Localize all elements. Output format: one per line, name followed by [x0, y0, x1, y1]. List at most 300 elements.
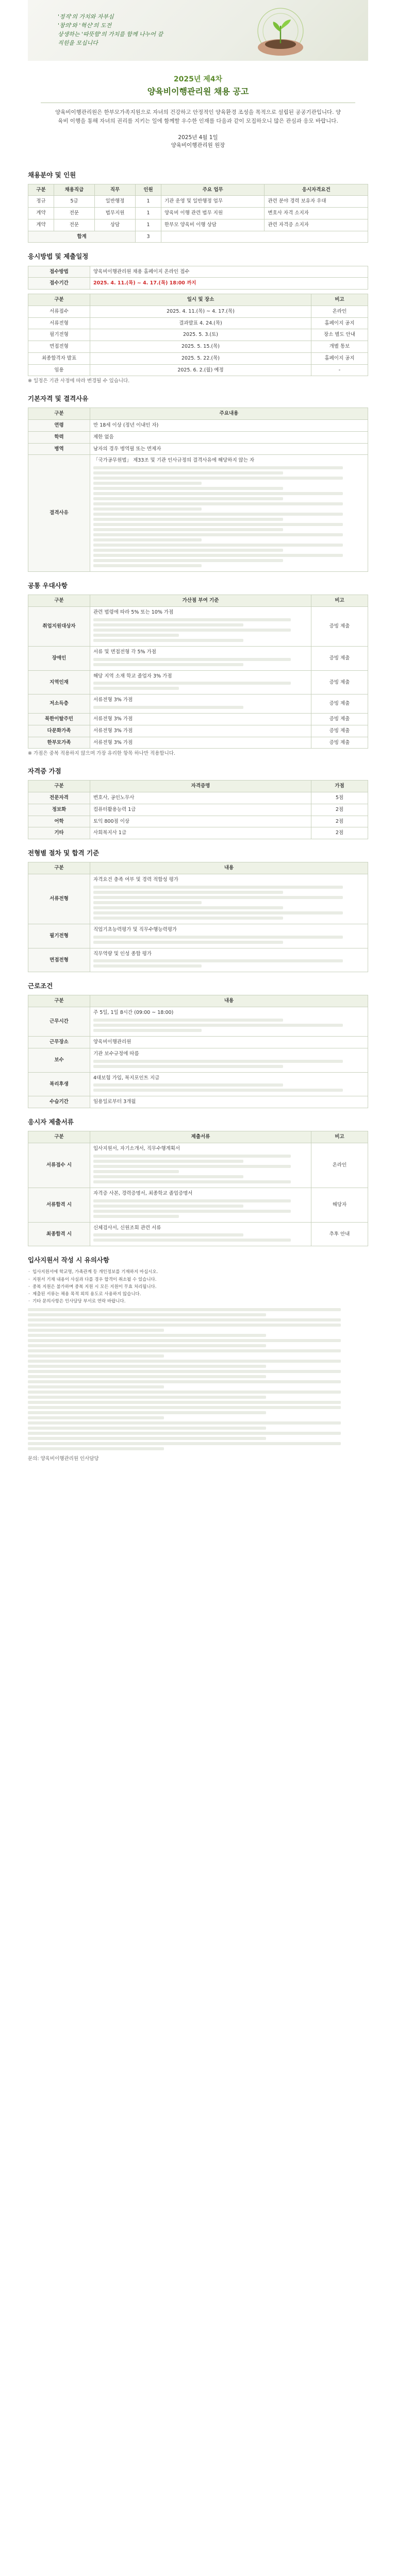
cell: 2025. 5. 22.(목) [90, 352, 311, 364]
col-header: 구분 [28, 294, 90, 306]
cell: 증빙 제출 [311, 607, 368, 647]
col-header: 비고 [311, 595, 368, 607]
table-row [28, 792, 368, 804]
cell: 최종합격 시 [28, 1222, 90, 1246]
faux-text-line [93, 706, 243, 709]
col-header: 주요 업무 [161, 184, 265, 196]
faux-paragraph [28, 1308, 368, 1450]
faux-text-line [28, 1391, 341, 1394]
section-certificates [28, 767, 368, 839]
cell: 서류전형 3% 가점 [90, 714, 311, 725]
cell: 근무시간 [28, 1007, 90, 1037]
cell: 임용 [28, 364, 90, 376]
cell: 2025. 6. 2.(월) 예정 [90, 364, 311, 376]
section-title: 전형별 절차 및 합격 기준 [28, 849, 100, 857]
cell: 보수 [28, 1048, 90, 1072]
faux-text-line [93, 554, 343, 557]
preferences-table [28, 595, 368, 749]
cell [90, 670, 311, 694]
cell: 증빙 제출 [311, 646, 368, 670]
precautions-list [28, 1269, 368, 1305]
faux-text-line [93, 523, 343, 526]
faux-text-line [93, 1089, 343, 1092]
faux-text-line [93, 959, 343, 962]
cell: 정규 [28, 196, 54, 208]
section-title: 자격증 가점 [28, 767, 61, 775]
cell [90, 1072, 368, 1096]
cell-text: 주 5일, 1일 8시간 (09:00 ~ 18:00) [93, 1010, 174, 1016]
cell: 만 18세 이상 (정년 이내인 자) [90, 420, 368, 432]
section-documents [28, 1117, 368, 1246]
faux-text-line [93, 1180, 291, 1183]
col-header: 직무 [94, 184, 135, 196]
faux-text-line [93, 682, 291, 685]
notice-date: 2025년 4월 1일 [178, 134, 218, 141]
col-header: 인원 [136, 184, 161, 196]
faux-text-line [28, 1308, 341, 1311]
notice-title: 양육비이행관리원 채용 공고 [147, 87, 249, 97]
faux-text-line [93, 658, 291, 661]
table-row [28, 219, 368, 231]
col-header: 제출서류 [90, 1131, 311, 1143]
cell: 컴퓨터활용능력 1급 [90, 804, 311, 816]
section-work-conditions [28, 981, 368, 1108]
col-header: 응시자격요건 [265, 184, 368, 196]
col-header: 구분 [28, 995, 90, 1007]
selection-table [28, 862, 368, 972]
faux-text-line [93, 528, 283, 531]
cell: 계약 [28, 219, 54, 231]
section-positions [28, 171, 368, 243]
cell: 필기전형 [28, 329, 90, 341]
hands-sprout-icon [239, 3, 322, 59]
cell: 수습기간 [28, 1096, 90, 1108]
cell: 일반행정 [94, 196, 135, 208]
cell: 연령 [28, 420, 90, 432]
col-header: 구분 [28, 408, 90, 420]
cell [90, 948, 368, 972]
table-row [28, 1072, 368, 1096]
table-row [28, 420, 368, 432]
cell-text: 직무역량 및 인성 종합 평가 [93, 951, 152, 957]
banner-quote-line: 상생하는 '따뜻함'의 가치를 함께 나누어 갈 [58, 31, 163, 38]
cell: 취업지원대상자 [28, 607, 90, 647]
cell: 서류전형 [28, 317, 90, 329]
faux-text-line [28, 1442, 341, 1445]
table-row [28, 306, 368, 317]
faux-text-line [28, 1324, 341, 1327]
faux-text-line [93, 559, 283, 562]
cell: 2점 [311, 816, 368, 827]
cell: 2025. 5. 3.(토) [90, 329, 311, 341]
faux-text-line [93, 502, 343, 505]
faux-text-line [28, 1447, 164, 1450]
cell: 남자의 경우 병역필 또는 면제자 [90, 443, 368, 455]
table-row [28, 455, 368, 572]
banner-quote-line: '창의'와 '혁신'의 도전 [58, 22, 112, 29]
faux-text-line [28, 1432, 341, 1435]
faux-text-line [93, 1199, 291, 1202]
faux-text-line [93, 891, 283, 894]
cell: 결격사유 [28, 455, 90, 572]
faux-text-line [93, 1024, 343, 1027]
faux-text-line [28, 1385, 164, 1388]
cell [90, 694, 311, 714]
notice-organization: 양육비이행관리원 원장 [171, 142, 225, 149]
col-header: 주요내용 [90, 408, 368, 420]
header-banner [28, 0, 368, 61]
cell: 양육비이행관리원 [90, 1037, 368, 1048]
faux-text-line [28, 1329, 164, 1332]
cell: 전문 [54, 208, 94, 219]
section-title: 채용분야 및 인원 [28, 171, 76, 179]
faux-text-line [93, 896, 343, 899]
table-row [28, 607, 368, 647]
cell: 1 [136, 196, 161, 208]
col-header: 내용 [90, 995, 368, 1007]
cell-text: 서류전형 3% 가점 [93, 697, 133, 703]
faux-text-line [93, 487, 283, 490]
faux-text-line [28, 1354, 164, 1358]
cell: - [311, 364, 368, 376]
cell: 서류전형 3% 가점 [90, 737, 311, 749]
faux-text-line [93, 513, 343, 516]
cell: 장애인 [28, 646, 90, 670]
table-row [28, 646, 368, 670]
cell [90, 1048, 368, 1072]
faux-text-line [28, 1406, 341, 1409]
cell: 온라인 [311, 306, 368, 317]
apply-period-label: 접수기간 [28, 278, 90, 290]
cell-text: 해당 지역 소재 학교 졸업자 3% 가점 [93, 673, 172, 679]
cell: 홈페이지 공지 [311, 317, 368, 329]
cell: 홈페이지 공지 [311, 352, 368, 364]
faux-text-line [93, 477, 343, 480]
cell: 양육비 이행 관련 법무 지원 [161, 208, 265, 219]
contact-info: 문의: 양육비이행관리원 인사담당 [28, 1456, 99, 1462]
cell: 제한 없음 [90, 431, 368, 443]
section-preferences [28, 581, 368, 757]
cell-text: 기관 보수규정에 따름 [93, 1050, 139, 1057]
table-row [28, 317, 368, 329]
cell: 다문화가족 [28, 725, 90, 737]
cell: 해당자 [311, 1188, 368, 1222]
cell-text: 신체검사서, 신원조회 관련 서류 [93, 1225, 161, 1231]
table-row [28, 714, 368, 725]
table-row [28, 694, 368, 714]
apply-method-table [28, 266, 368, 290]
faux-text-line [93, 639, 243, 642]
cell: 5점 [311, 792, 368, 804]
faux-text-line [93, 1019, 283, 1022]
cell-text: 자격요건 충족 여부 및 경력 적합성 평가 [93, 877, 178, 883]
faux-text-line [93, 497, 283, 500]
col-header: 구분 [28, 184, 54, 196]
table-row [28, 1143, 368, 1188]
faux-text-line [93, 471, 283, 474]
table-row [28, 1007, 368, 1037]
table-row [28, 874, 368, 924]
banner-quote [58, 12, 163, 47]
cell: 1 [136, 208, 161, 219]
cell: 서류전형 [28, 874, 90, 924]
cell: 온라인 [311, 1143, 368, 1188]
col-header: 일시 및 장소 [90, 294, 311, 306]
cell: 면접전형 [28, 341, 90, 353]
faux-text-line [93, 941, 283, 944]
faux-text-line [28, 1318, 341, 1321]
cell [90, 455, 368, 572]
table-row [28, 196, 368, 208]
faux-text-line [93, 901, 202, 904]
cell: 한부모 양육비 이행 상담 [161, 219, 265, 231]
cell: 장소 별도 안내 [311, 329, 368, 341]
faux-text-line [28, 1313, 266, 1316]
faux-text-line [93, 518, 283, 521]
apply-method-label: 접수방법 [28, 266, 90, 278]
cell: 병역 [28, 443, 90, 455]
cell: 법무지원 [94, 208, 135, 219]
list-item: · 중복 지원은 불가하며 중복 지원 시 모든 지원이 무효 처리됩니다. [28, 1284, 368, 1291]
faux-text-line [93, 1233, 243, 1236]
cell: 기관 운영 및 일반행정 업무 [161, 196, 265, 208]
faux-text-line [28, 1421, 341, 1425]
cell: 2025. 5. 15.(목) [90, 341, 311, 353]
cell-text: 4대보험 가입, 복지포인트 지급 [93, 1075, 160, 1081]
table-row [28, 670, 368, 694]
col-header: 가점 [311, 781, 368, 792]
faux-text-line [93, 549, 283, 552]
faux-text-line [28, 1396, 266, 1399]
section-qualifications [28, 394, 368, 572]
col-header: 구분 [28, 781, 90, 792]
faux-text-line [93, 1210, 291, 1213]
list-item: · 지원서 기재 내용이 사실과 다를 경우 합격이 취소될 수 있습니다. [28, 1277, 368, 1283]
faux-text-line [93, 507, 202, 511]
section-selection-process [28, 849, 368, 972]
faux-text-line [93, 1205, 243, 1208]
cell-text: 관련 법령에 따라 5% 또는 10% 가점 [93, 609, 174, 616]
table-row [28, 924, 368, 948]
total-label: 합계 [28, 231, 136, 243]
section-title: 응시방법 및 제출일정 [28, 252, 89, 261]
cell: 저소득층 [28, 694, 90, 714]
cell: 서류접수 시 [28, 1143, 90, 1188]
notice-intro: 양육비이행관리원은 한부모가족지원으로 자녀의 건강하고 안정적인 양육환경 조성을 목적으로 설립된 공공기관입니다. 양육비 이행을 통해 자녀의 권리를 지키는 일에 함께할 우수한 인재를 다음과 같이 모집하오니 많은 관심과 응모 바랍니다. [55, 109, 341, 125]
col-header: 구분 [28, 862, 90, 874]
total-value: 3 [136, 231, 161, 243]
cell: 증빙 제출 [311, 737, 368, 749]
cell: 서류접수 [28, 306, 90, 317]
cell [90, 646, 311, 670]
cell: 결과발표 4. 24.(목) [90, 317, 311, 329]
cell-text: 직업기초능력평가 및 직무수행능력평가 [93, 926, 177, 933]
cell [90, 924, 368, 948]
table-row [28, 1096, 368, 1108]
faux-text-line [28, 1380, 341, 1383]
table-row [28, 725, 368, 737]
cell: 전문자격 [28, 792, 90, 804]
faux-text-line [28, 1416, 164, 1419]
section-precautions [28, 1256, 368, 1463]
cell: 서류전형 3% 가점 [90, 725, 311, 737]
faux-text-line [93, 906, 283, 909]
cell: 개별 통보 [311, 341, 368, 353]
list-item: · 기타 문의사항은 인사담당 부서로 연락 바랍니다. [28, 1298, 368, 1305]
cell: 사회복지사 1급 [90, 827, 311, 839]
faux-text-line [93, 623, 243, 626]
cell: 증빙 제출 [311, 725, 368, 737]
faux-text-line [93, 1170, 179, 1173]
section-title: 입사지원서 작성 시 유의사항 [28, 1256, 109, 1264]
table-row [28, 352, 368, 364]
faux-text-line [93, 482, 202, 485]
faux-text-line [93, 1165, 291, 1168]
cell: 2점 [311, 804, 368, 816]
cell: 증빙 제출 [311, 670, 368, 694]
cell-text: 「국가공무원법」 제33조 및 기관 인사규정의 결격사유에 해당하지 않는 자 [93, 457, 255, 464]
table-row [28, 948, 368, 972]
cell-text: 자격증 사본, 경력증명서, 최종학교 졸업증명서 [93, 1190, 193, 1196]
faux-text-line [93, 466, 343, 469]
faux-text-line [93, 1155, 291, 1158]
table-row [28, 1188, 368, 1222]
faux-text-line [93, 564, 202, 567]
faux-text-line [28, 1375, 266, 1378]
faux-text-line [93, 663, 243, 666]
col-header: 자격증명 [90, 781, 311, 792]
notice-header [28, 61, 368, 161]
cell: 2점 [311, 827, 368, 839]
faux-text-line [28, 1334, 266, 1337]
table-row [28, 804, 368, 816]
list-item: · 입사지원서에 학교명, 가족관계 등 개인정보를 기재하지 마십시오. [28, 1269, 368, 1276]
faux-text-line [28, 1349, 341, 1352]
faux-text-line [93, 911, 343, 914]
table-row [28, 329, 368, 341]
faux-text-line [28, 1339, 341, 1342]
preferences-note: ※ 가점은 중복 적용하지 않으며 가장 유리한 항목 하나만 적용합니다. [28, 751, 175, 757]
col-header: 내용 [90, 862, 368, 874]
faux-text-line [93, 538, 202, 541]
faux-text-line [28, 1360, 341, 1363]
table-row [28, 431, 368, 443]
work-conditions-table [28, 995, 368, 1108]
positions-table [28, 184, 368, 243]
cell: 서류합격 시 [28, 1188, 90, 1222]
faux-text-line [93, 629, 291, 632]
faux-text-line [28, 1344, 266, 1347]
cell: 기타 [28, 827, 90, 839]
schedule-note: ※ 일정은 기관 사정에 따라 변경될 수 있습니다. [28, 378, 130, 384]
section-title: 공통 우대사항 [28, 582, 68, 590]
cell: 1 [136, 219, 161, 231]
table-row [28, 1048, 368, 1072]
cell: 증빙 제출 [311, 694, 368, 714]
faux-text-line [28, 1370, 341, 1373]
table-row [28, 1222, 368, 1246]
faux-text-line [93, 1065, 283, 1068]
col-header: 비고 [311, 294, 368, 306]
cell: 계약 [28, 208, 54, 219]
table-row [28, 737, 368, 749]
apply-period-value: 2025. 4. 11.(목) ~ 4. 17.(목) 18:00 까지 [90, 278, 368, 290]
cell: 변호사, 공인노무사 [90, 792, 311, 804]
table-row [28, 443, 368, 455]
cell: 관련 분야 경력 보유자 우대 [265, 196, 368, 208]
cell [90, 874, 368, 924]
cell: 임용일로부터 3개월 [90, 1096, 368, 1108]
table-row [28, 208, 368, 219]
banner-quote-line: '정직'의 가치와 자부심 [58, 13, 114, 20]
faux-text-line [93, 1060, 343, 1063]
cell [90, 1007, 368, 1037]
cell: 관련 자격증 소지자 [265, 219, 368, 231]
faux-text-line [93, 1215, 179, 1218]
documents-table [28, 1131, 368, 1246]
cell: 변호사 자격 소지자 [265, 208, 368, 219]
cell [161, 231, 368, 243]
list-item: · 제출된 서류는 채용 목적 외의 용도로 사용하지 않습니다. [28, 1291, 368, 1298]
faux-text-line [93, 1175, 243, 1178]
cell: 증빙 제출 [311, 714, 368, 725]
faux-text-line [28, 1427, 266, 1430]
faux-text-line [93, 886, 343, 889]
certificates-table [28, 780, 368, 839]
cell: 정보화 [28, 804, 90, 816]
cell: 전문 [54, 219, 94, 231]
notice-subtitle: 2025년 제4차 [173, 75, 223, 83]
faux-text-line [28, 1401, 341, 1404]
cell: 토익 800점 이상 [90, 816, 311, 827]
section-title: 기본자격 및 결격사유 [28, 395, 89, 403]
col-header: 채용직급 [54, 184, 94, 196]
cell: 상담 [94, 219, 135, 231]
cell [90, 1188, 311, 1222]
cell-text: 입사지원서, 자기소개서, 직무수행계획서 [93, 1145, 180, 1151]
faux-text-line [93, 1083, 283, 1087]
schedule-table [28, 294, 368, 376]
cell: 필기전형 [28, 924, 90, 948]
cell [90, 607, 311, 647]
cell: 면접전형 [28, 948, 90, 972]
cell: 학력 [28, 431, 90, 443]
col-header: 비고 [311, 1131, 368, 1143]
faux-text-line [28, 1437, 266, 1440]
qualifications-table [28, 408, 368, 572]
cell: 북한이탈주민 [28, 714, 90, 725]
banner-quote-line: 직원을 모십니다 [58, 40, 98, 47]
faux-text-line [93, 964, 202, 968]
cell: 복리후생 [28, 1072, 90, 1096]
table-row [28, 364, 368, 376]
col-header: 가산점 부여 기준 [90, 595, 311, 607]
cell: 최종합격자 발표 [28, 352, 90, 364]
table-row [28, 816, 368, 827]
faux-text-line [93, 634, 179, 637]
apply-method-value: 양육비이행관리원 채용 홈페이지 온라인 접수 [90, 266, 368, 278]
faux-text-line [93, 687, 179, 690]
table-total-row [28, 231, 368, 243]
faux-text-line [93, 492, 343, 495]
faux-text-line [28, 1365, 266, 1368]
cell: 어학 [28, 816, 90, 827]
table-row [28, 341, 368, 353]
section-title: 근로조건 [28, 982, 53, 990]
faux-text-line [93, 1160, 243, 1163]
faux-text-line [93, 917, 283, 920]
cell: 5급 [54, 196, 94, 208]
